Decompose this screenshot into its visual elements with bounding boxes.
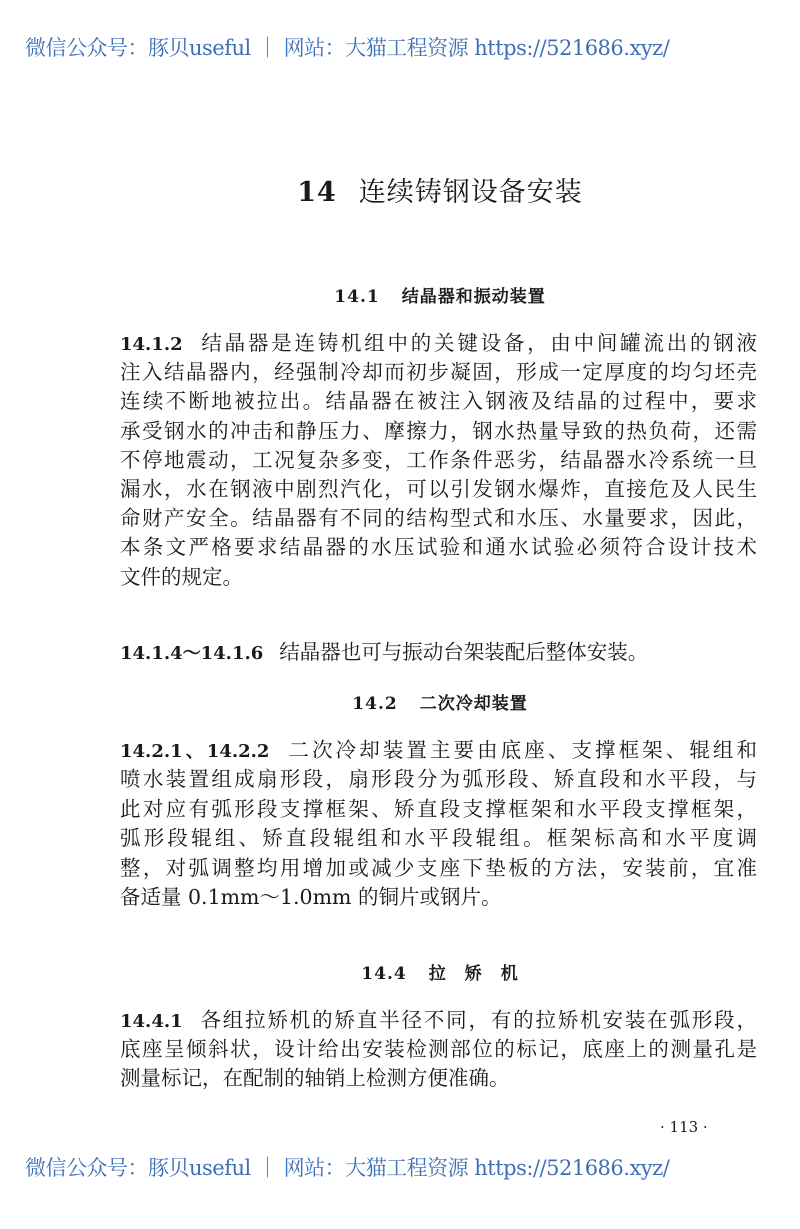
clause-text: 底座呈倾斜状，设计给出安装检测部位的标记，底座上的测量孔是 (120, 1037, 757, 1062)
clause-text: 连续不断地被拉出。结晶器在被注入钢液及结晶的过程中，要求 (120, 389, 757, 414)
clause-text: 命财产安全。结晶器有不同的结构型式和水压、水量要求，因此， (120, 506, 757, 531)
clause-text: 各组拉矫机的矫直半径不同，有的拉矫机安装在弧形段， (198, 1008, 757, 1032)
text-line (120, 447, 757, 473)
clause-text: 结晶器是连铸机组中的关键设备，由中间罐流出的钢液 (198, 331, 757, 355)
clause-text: 测量标记，在配制的轴销上检测方便准确。 (120, 1066, 510, 1091)
clause-text: 整，对弧调整均用增加或减少支座下垫板的方法，安装前，宜准 (120, 855, 757, 880)
section-number: 14.1 (334, 287, 380, 307)
text-line (120, 534, 757, 560)
clause-text: 本条文严格要求结晶器的水压试验和通水试验必须符合设计技术 (120, 535, 757, 560)
clause-text: 不停地震动，工况复杂多变，工作条件恶劣，结晶器水冷系统一旦 (120, 447, 757, 472)
watermark-bottom: 微信公众号：豚贝useful ｜ 网站：大猫工程资源 https://521686.xyz/ (25, 1156, 670, 1180)
section-title: 二次冷却装置 (419, 694, 528, 714)
text-line (120, 330, 757, 356)
text-line (120, 1065, 757, 1091)
text-line (120, 1036, 757, 1062)
section-number: 14.4 (361, 964, 407, 984)
clause-text: 二次冷却装置主要由底座、支撑框架、辊组和 (285, 738, 757, 762)
clause-number: 14.2.1、14.2.2 (120, 741, 270, 762)
chapter-number: 14 (297, 177, 337, 208)
clause-text: 喷水装置组成扇形段，扇形段分为弧形段、矫直段和水平段，与 (120, 767, 757, 792)
text-line (120, 418, 757, 444)
clause-text: 注入结晶器内，经强制冷却而初步凝固，形成一定厚度的均匀坯壳 (120, 360, 757, 385)
watermark-top: 微信公众号：豚贝useful ｜ 网站：大猫工程资源 https://521686.xyz/ (25, 36, 670, 60)
clause-text: 文件的规定。 (120, 564, 243, 589)
page-number: · 113 · (660, 1118, 708, 1136)
text-line (120, 1007, 757, 1033)
section-title: 拉 矫 机 (428, 964, 519, 984)
chapter-title (0, 170, 800, 209)
text-line (120, 825, 757, 851)
clause-text: 备适量 0.1mm～1.0mm 的铜片或钢片。 (120, 885, 502, 909)
text-line (120, 796, 757, 822)
clause-text: 弧形段辊组、矫直段辊组和水平段辊组。框架标高和水平度调 (120, 826, 757, 851)
clause-text: 此对应有弧形段支撑框架、矫直段支撑框架和水平段支撑框架， (120, 796, 757, 821)
text-line (120, 855, 757, 881)
clause-text: 承受钢水的冲击和静压力、摩擦力，钢水热量导致的热负荷，还需 (120, 418, 757, 443)
clause-text: 漏水，水在钢液中剧烈汽化，可以引发钢水爆炸，直接危及人民生 (120, 477, 757, 501)
clause-text: 结晶器也可与振动台架装配后整体安装。 (279, 640, 649, 664)
text-line (120, 505, 757, 531)
section-heading (0, 282, 800, 307)
text-line (120, 639, 757, 665)
clause-number: 14.4.1 (120, 1011, 183, 1032)
text-line (120, 359, 757, 385)
text-line (120, 737, 757, 763)
section-number: 14.2 (352, 694, 398, 714)
clause-number: 14.1.4～14.1.6 (120, 643, 264, 664)
text-line (120, 476, 757, 502)
clause-number: 14.1.2 (120, 334, 183, 355)
text-line (120, 564, 757, 590)
section-heading (0, 689, 800, 714)
text-line (120, 884, 757, 910)
section-heading (0, 959, 800, 984)
text-line (120, 388, 757, 414)
chapter-title-text: 连续铸钢设备安装 (358, 177, 583, 208)
text-line (120, 766, 757, 792)
section-title: 结晶器和振动装置 (401, 287, 546, 307)
